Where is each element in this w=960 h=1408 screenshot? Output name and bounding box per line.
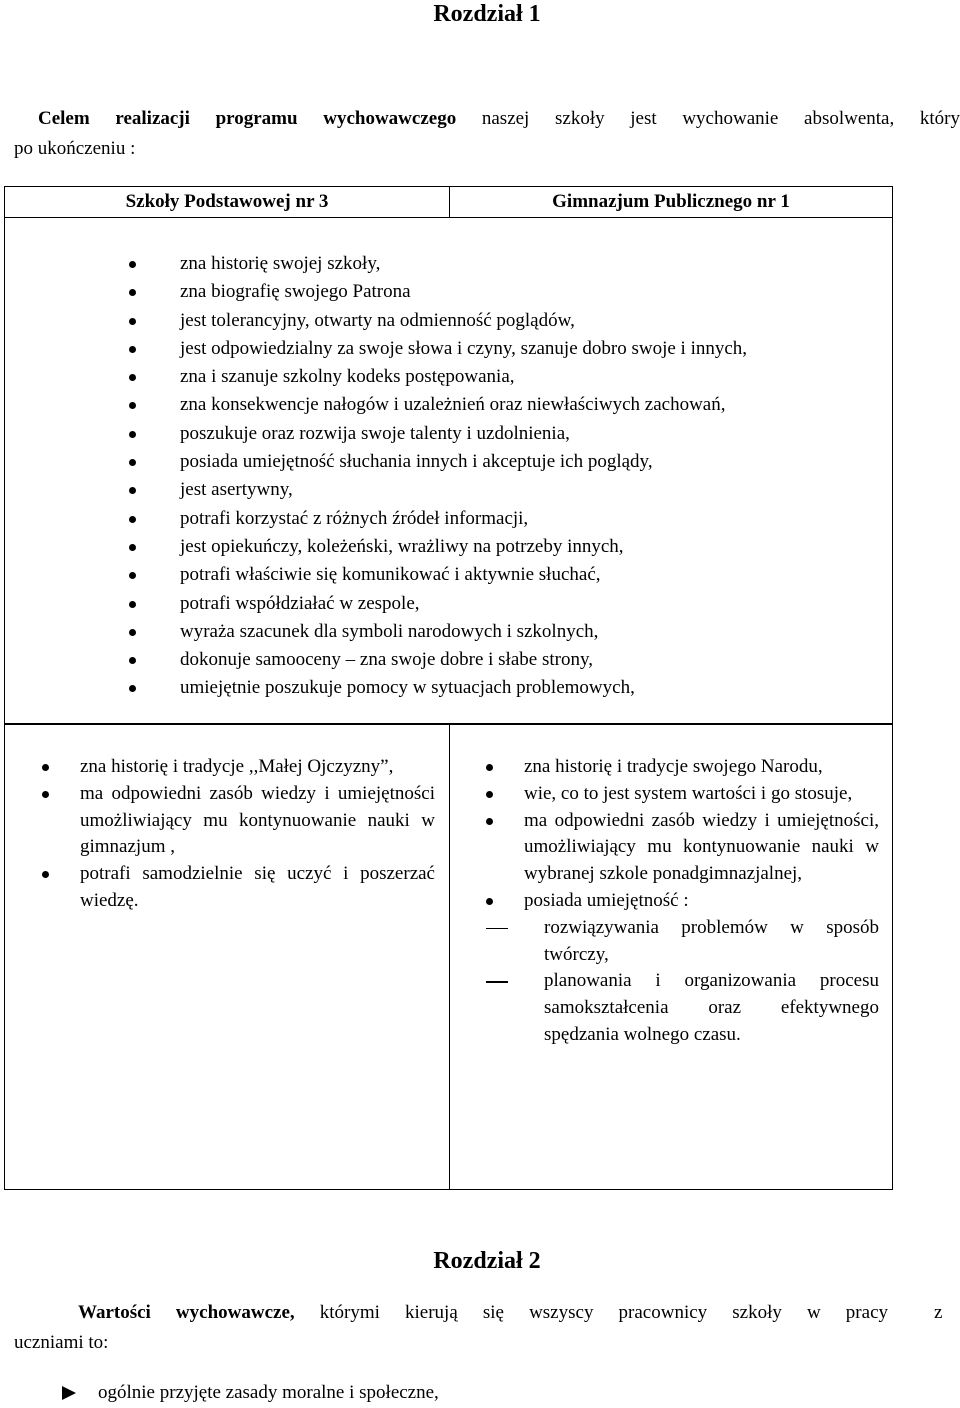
- intro-line-2: po ukończeniu :: [14, 138, 136, 159]
- header-primary-school: Szkoły Podstawowej nr 3: [5, 187, 450, 217]
- bullet-icon: [129, 346, 136, 353]
- values-list-item-text: ogólnie przyjęte zasady moralne i społeczne,: [98, 1382, 439, 1403]
- table-header-row: [4, 186, 893, 218]
- dash-icon: [486, 981, 508, 983]
- bullet-icon: [129, 318, 136, 325]
- intro-rest: którymi kierują się wszyscy pracownicy szkoły w pracy: [294, 1302, 889, 1323]
- list-item: jest opiekuńczy, koleżeński, wrażliwy na potrzeby innych,: [5, 533, 747, 561]
- bullet-icon: [129, 685, 136, 692]
- list-item: zna i szanuje szkolny kodeks postępowania,: [5, 363, 747, 391]
- list-item: zna historię i tradycje ,,Małej Ojczyzny”,: [80, 754, 435, 781]
- list-item: ma odpowiedni zasób wiedzy i umiejętności, umożliwiający mu kontynuowanie nauki w wybranej szkole ponadgimnazjalnej,: [524, 808, 879, 888]
- list-item: posiada umiejętność słuchania innych i akceptuje ich poglądy,: [5, 448, 747, 476]
- list-item: wie, co to jest system wartości i go stosuje,: [524, 781, 879, 808]
- list-item: zna biografię swojego Patrona: [5, 278, 747, 306]
- values-list-item: [64, 1378, 439, 1408]
- bullet-icon: [486, 898, 493, 905]
- bullet-icon: [129, 374, 136, 381]
- chapter-1-title: Rozdział 1: [433, 1, 541, 27]
- common-outcomes-cell: [4, 217, 893, 724]
- bullet-icon: [129, 572, 136, 579]
- bullet-icon: [42, 791, 49, 798]
- intro-bold-phrase: Celem realizacji programu wychowawczego: [38, 108, 457, 129]
- bullet-icon: [129, 431, 136, 438]
- list-item: zna historię i tradycje swojego Narodu,: [524, 754, 879, 781]
- bullet-icon: [129, 657, 136, 664]
- sub-list-item: rozwiązywania problemów w sposób twórczy,: [524, 915, 879, 969]
- header-gymnasium: Gimnazjum Publicznego nr 1: [552, 191, 790, 212]
- list-item: posiada umiejętność :: [524, 888, 879, 915]
- list-item: zna konsekwencje nałogów i uzależnień oraz niewłaściwych zachowań,: [5, 391, 747, 419]
- bullet-icon: [486, 764, 493, 771]
- bullet-icon: [42, 764, 49, 771]
- dash-icon: [486, 928, 508, 930]
- list-item: wyraża szacunek dla symboli narodowych i szkolnych,: [5, 618, 747, 646]
- arrow-bullet-icon: [62, 1386, 76, 1400]
- intro-trailing-word: z: [934, 1302, 943, 1323]
- bullet-icon: [129, 487, 136, 494]
- bullet-icon: [486, 818, 493, 825]
- bullet-icon: [129, 459, 136, 466]
- chapter-2-intro: [14, 1298, 888, 1358]
- list-item: zna historię swojej szkoły,: [5, 250, 747, 278]
- list-item: potrafi właściwie się komunikować i aktywnie słuchać,: [5, 561, 747, 589]
- sub-list-item: planowania i organizowania procesu samokształcenia oraz efektywnego spędzania wolnego czasu.: [524, 968, 879, 1048]
- list-item: jest tolerancyjny, otwarty na odmienność poglądów,: [5, 307, 747, 335]
- list-item: jest odpowiedzialny za swoje słowa i czyny, szanuje dobro swoje i innych,: [5, 335, 747, 363]
- column-divider: [449, 725, 450, 1189]
- list-item: ma odpowiedni zasób wiedzy i umiejętności umożliwiający mu kontynuowanie nauki w gimnazjum ,: [80, 781, 435, 861]
- list-item: jest asertywny,: [5, 476, 747, 504]
- common-outcomes-list: [5, 250, 747, 703]
- bullet-icon: [129, 544, 136, 551]
- list-item: poszukuje oraz rozwija swoje talenty i uzdolnienia,: [5, 420, 747, 448]
- chapter-2-title: Rozdział 2: [433, 1248, 541, 1274]
- bullet-icon: [129, 402, 136, 409]
- list-item: dokonuje samooceny – zna swoje dobre i słabe strony,: [5, 646, 747, 674]
- bullet-icon: [129, 516, 136, 523]
- bullet-icon: [129, 601, 136, 608]
- chapter-1-intro: [14, 104, 960, 164]
- gymnasium-outcomes: [524, 754, 879, 1049]
- intro-bold-phrase: Wartości wychowawcze,: [78, 1302, 295, 1323]
- list-item: umiejętnie poszukuje pomocy w sytuacjach problemowych,: [5, 674, 747, 702]
- bullet-icon: [129, 261, 136, 268]
- intro-rest: naszej szkoły jest wychowanie absolwenta, który: [456, 108, 960, 129]
- intro-line-2: uczniami to:: [14, 1332, 109, 1353]
- bullet-icon: [129, 629, 136, 636]
- bullet-icon: [486, 791, 493, 798]
- list-item: potrafi współdziałać w zespole,: [5, 590, 747, 618]
- bullet-icon: [129, 289, 136, 296]
- primary-school-outcomes: [80, 754, 435, 915]
- list-item: potrafi korzystać z różnych źródeł informacji,: [5, 505, 747, 533]
- list-item: potrafi samodzielnie się uczyć i poszerzać wiedzę.: [80, 861, 435, 915]
